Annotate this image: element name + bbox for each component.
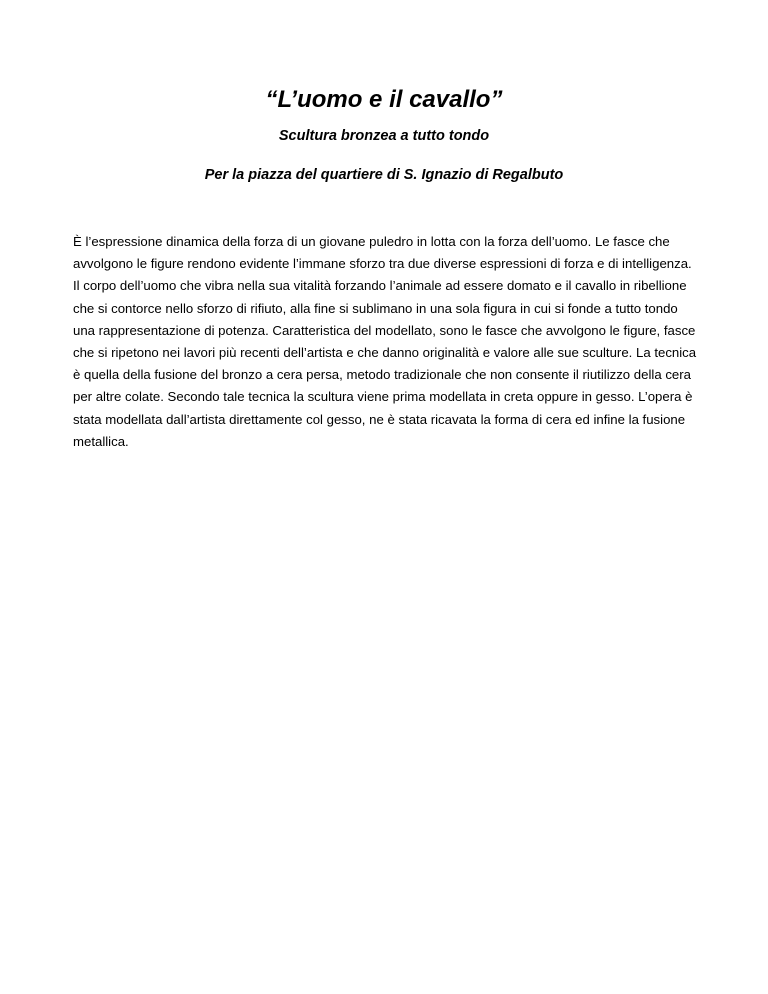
document-subtitle: Scultura bronzea a tutto tondo	[278, 128, 490, 144]
document-title: “L’uomo e il cavallo”	[265, 86, 503, 113]
body-paragraph: È l’espressione dinamica della forza di un giovane puledro in lotta con la forza dell’uomo. Le fasce che avvolgono le figure rendono evidente l’immane sforzo tra due diverse espressioni di forza e di intelligenza. Il corpo dell’uomo che vibra nella sua vitalità forzando l’animale ad essere domato e il cavallo in ribellione che si contorce nello sforzo di rifiuto, alla fine si sublimano in una sola figura in cui si fonde a tutto tondo una rappresentazione di potenza. Caratteristica del modellato, sono le fasce che avvolgono le figure, fasce che si ripetono nei lavori più recenti dell’artista e che danno originalità e valore alle sue sculture. La tecnica è quella della fusione del bronzo a cera persa, metodo tradizionale che non consente il riutilizzo della cera per altre colate. Secondo tale tecnica la scultura viene prima modellata in creta oppure in gesso. L’opera è stata modellata dall’artista direttamente col gesso, ne è stata ricavata la forma di cera ed infine la fusione metallica.	[73, 234, 697, 449]
document-location: Per la piazza del quartiere di S. Ignazio di Regalbuto	[204, 167, 564, 183]
